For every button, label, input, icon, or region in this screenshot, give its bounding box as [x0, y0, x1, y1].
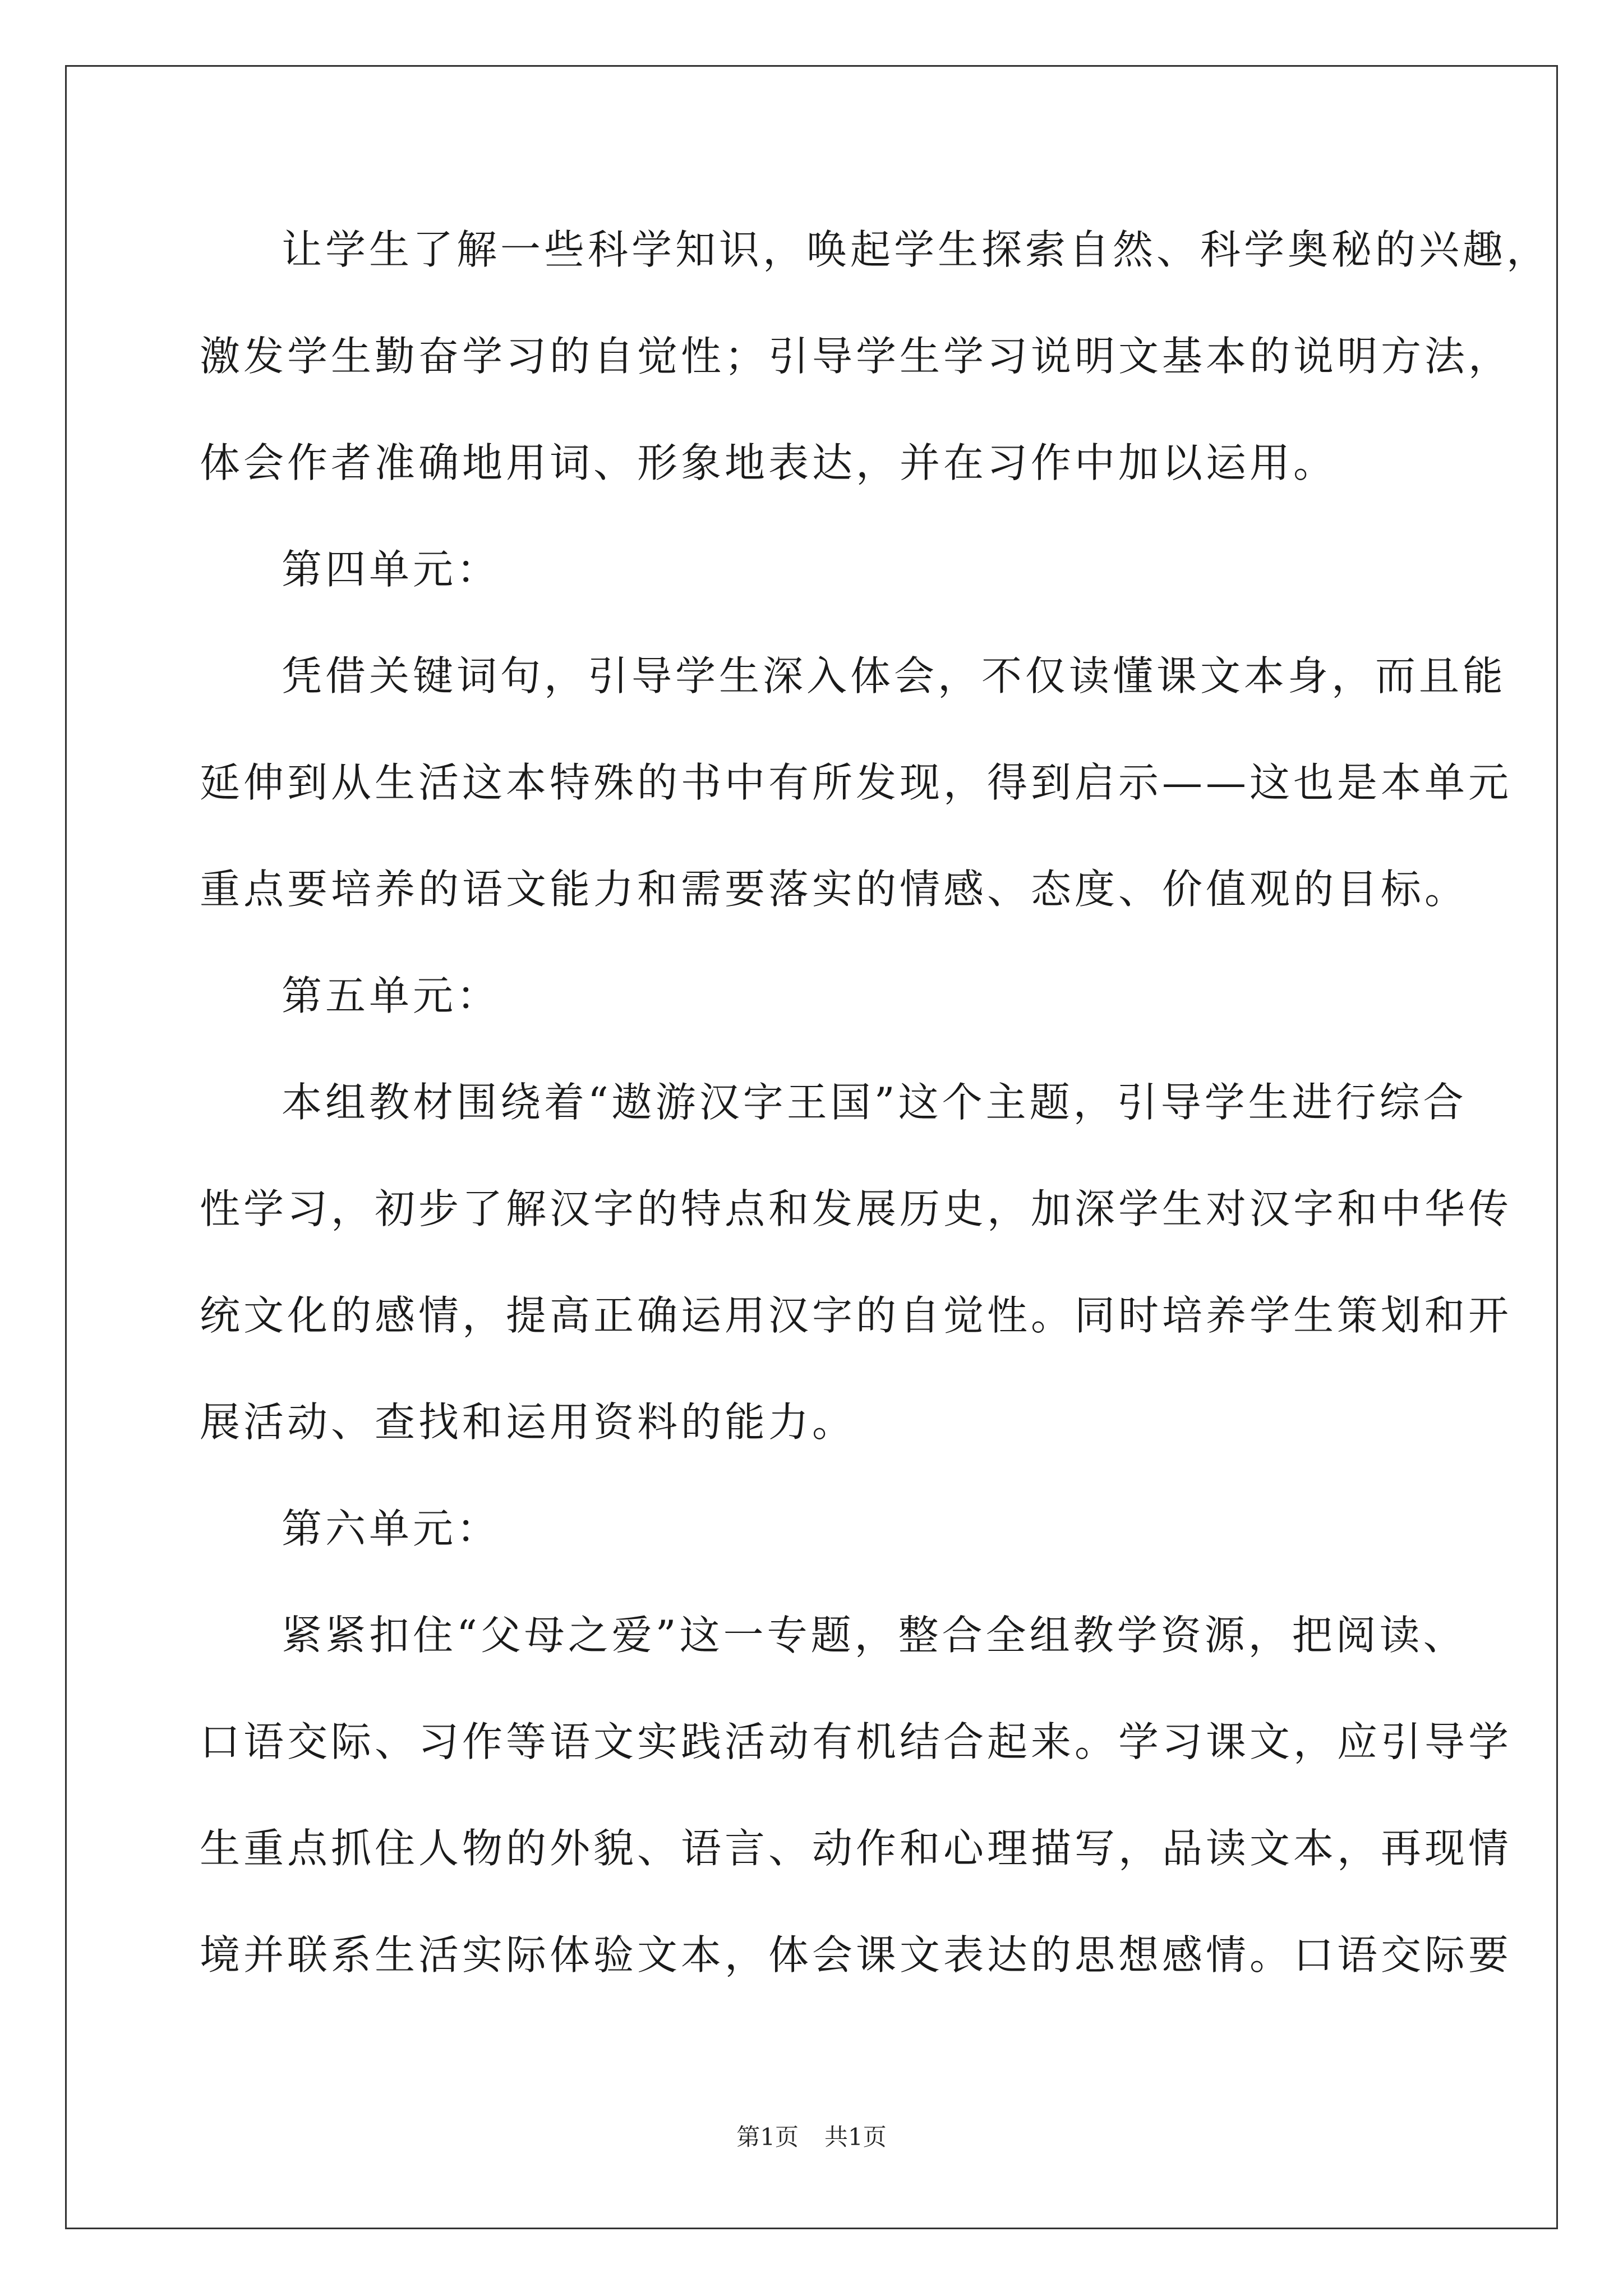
text-line: 延伸到从生活这本特殊的书中有所发现，得到启示——这也是本单元 [200, 759, 1513, 806]
page-footer [0, 2120, 1623, 2154]
section-heading: 第六单元： [282, 1505, 501, 1552]
text-line: 展活动、查找和运用资料的能力。 [200, 1398, 856, 1446]
text-line: 性学习，初步了解汉字的特点和发展历史，加深学生对汉字和中华传 [200, 1185, 1513, 1232]
text-line: 激发学生勤奋学习的自觉性；引导学生学习说明文基本的说明方法， [200, 333, 1513, 380]
text-line: 紧紧扣住“父母之爱”这一专题，整合全组教学资源，把阅读、 [282, 1612, 1467, 1659]
section-heading: 第四单元： [282, 546, 501, 593]
text-line: 凭借关键词句，引导学生深入体会，不仅读懂课文本身，而且能 [282, 652, 1507, 700]
text-line: 本组教材围绕着“遨游汉字王国”这个主题，引导学生进行综合 [282, 1079, 1467, 1126]
document-body [200, 219, 1551, 2031]
page-number: 第1页 [736, 2123, 799, 2151]
text-line: 让学生了解一些科学知识，唤起学生探索自然、科学奥秘的兴趣， [282, 226, 1551, 273]
text-line: 境并联系生活实际体验文本，体会课文表达的思想感情。口语交际要 [200, 1931, 1513, 1978]
text-line: 统文化的感情，提高正确运用汉字的自觉性。同时培养学生策划和开 [200, 1292, 1513, 1339]
text-line: 口语交际、习作等语文实践活动有机结合起来。学习课文，应引导学 [200, 1718, 1513, 1765]
text-line: 生重点抓住人物的外貌、语言、动作和心理描写，品读文本，再现情 [200, 1825, 1513, 1872]
section-heading: 第五单元： [282, 972, 501, 1019]
text-line: 体会作者准确地用词、形象地表达，并在习作中加以运用。 [200, 439, 1338, 486]
text-line: 重点要培养的语文能力和需要落实的情感、态度、价值观的目标。 [200, 866, 1469, 913]
page-total: 共1页 [824, 2123, 887, 2151]
